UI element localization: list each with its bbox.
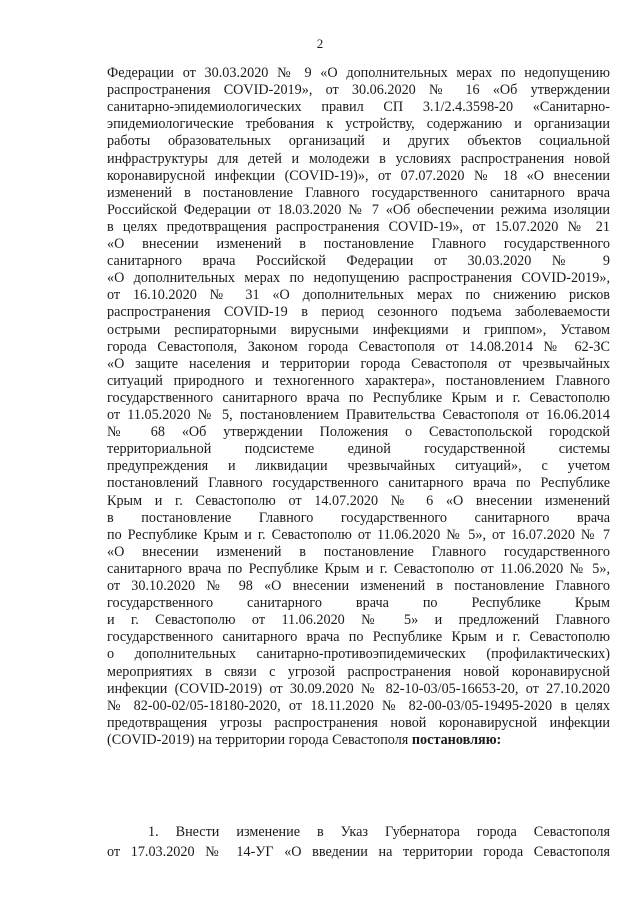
- text-line: предупреждения и ликвидации чрезвычайных ситуаций», с учетом: [107, 458, 610, 475]
- text-line: санитарного врача по Республике Крым и г. Севастополю от 11.06.2020 № 5»,: [107, 560, 610, 577]
- text-line: от 30.10.2020 № 98 «О внесении изменений в постановление Главного: [107, 578, 610, 594]
- text-line: от 16.10.2020 № 31 «О дополнительных мерах по снижению рисков: [107, 287, 610, 304]
- text-line: от 11.05.2020 № 5, постановлением Правительства Севастополя от 16.06.2014: [107, 407, 610, 423]
- text-line: № 68 «Об утверждении Положения о Севастопольской городской: [107, 424, 610, 441]
- text-line: в постановление Главного государственного санитарного врача: [107, 509, 610, 526]
- text-line: инфекции (COVID-2019) от 30.09.2020 № 82-10-03/05-16653-20, от 27.10.2020: [107, 680, 610, 697]
- text-line: государственного санитарного врача по Республике Крым: [107, 595, 610, 612]
- text-line: распространения COVID-19 в период сезонного подъема заболеваемости: [107, 304, 610, 321]
- text-line: 1. Внести изменение в Указ Губернатора города Севастополя: [148, 824, 610, 840]
- text-line: «О защите населения и территории города Севастополя от чрезвычайных: [107, 355, 610, 372]
- text-line: и г. Севастополю от 11.06.2020 № 5» и предложений Главного: [107, 612, 610, 629]
- text-line: эпидемиологические требования к устройству, содержанию и организации: [107, 116, 610, 133]
- text-line: изменений в постановление Главного государственного санитарного врача: [107, 184, 610, 201]
- text-line: инфраструктуры для детей и молодежи в условиях распространения новой: [107, 150, 610, 167]
- text-line: о дополнительных санитарно-противоэпидемических (профилактических): [107, 646, 610, 663]
- text-line: острыми респираторными вирусными инфекциями и гриппом», Уставом: [107, 321, 610, 338]
- paragraph-last-line: [107, 732, 610, 749]
- text-line: в целях предотвращения распространения COVID-19», от 15.07.2020 № 21: [107, 218, 610, 235]
- text-line: Российской Федерации от 18.03.2020 № 7 «Об обеспечении режима изоляции: [107, 201, 610, 218]
- text-line: санитарно-эпидемиологических правил СП 3.1/2.4.3598-20 «Санитарно-: [107, 99, 610, 116]
- text-line: работы образовательных организаций и других объектов социальной: [107, 133, 610, 150]
- decree-word: постановляю:: [411, 731, 502, 748]
- text-line: № 82-00-02/05-18180-2020, от 18.11.2020 № 82-00-03/05-19495-2020 в целях: [107, 697, 610, 714]
- text-line: постановлений Главного государственного санитарного врача по Республике: [107, 475, 610, 492]
- text-line: государственного санитарного врача по Республике Крым и г. Севастополю: [107, 389, 610, 406]
- text-line: государственного санитарного врача по Республике Крым и г. Севастополю: [107, 629, 610, 646]
- page-number: 2: [316, 36, 324, 51]
- text-line: распространения COVID-2019», от 30.06.2020 № 16 «Об утверждении: [107, 82, 610, 99]
- text-line: предотвращения угрозы распространения новой коронавирусной инфекции: [107, 714, 610, 731]
- text-line: по Республике Крым и г. Севастополю от 11.06.2020 № 5», от 16.07.2020 № 7: [107, 526, 610, 543]
- text-line: Крым и г. Севастополю от 14.07.2020 № 6 «О внесении изменений: [107, 492, 610, 509]
- text-line: «О дополнительных мерах по недопущению распространения COVID-2019»,: [107, 270, 610, 287]
- text-line: санитарного врача Российской Федерации от 30.03.2020 № 9: [107, 253, 610, 270]
- text-line: территориальной подсистеме единой государственной системы: [107, 441, 610, 458]
- text-line: мероприятиях в связи с угрозой распространения новой коронавирусной: [107, 663, 610, 680]
- text-line: города Севастополя, Законом города Севастополя от 14.08.2014 № 62-ЗС: [107, 338, 610, 355]
- text-line: Федерации от 30.03.2020 № 9 «О дополнительных мерах по недопущению: [107, 65, 610, 81]
- text-line: «О внесении изменений в постановление Главного государственного: [107, 543, 610, 560]
- text-line: от 17.03.2020 № 14-УГ «О введении на территории города Севастополя: [107, 844, 610, 860]
- text-line: ситуаций природного и техногенного характера», постановлением Главного: [107, 372, 610, 389]
- paragraph-last-line-text: (COVID-2019) на территории города Севастополя: [107, 731, 409, 748]
- text-line: коронавирусной инфекции (COVID-19)», от 07.07.2020 № 18 «О внесении: [107, 167, 610, 184]
- text-line: «О внесении изменений в постановление Главного государственного: [107, 236, 610, 252]
